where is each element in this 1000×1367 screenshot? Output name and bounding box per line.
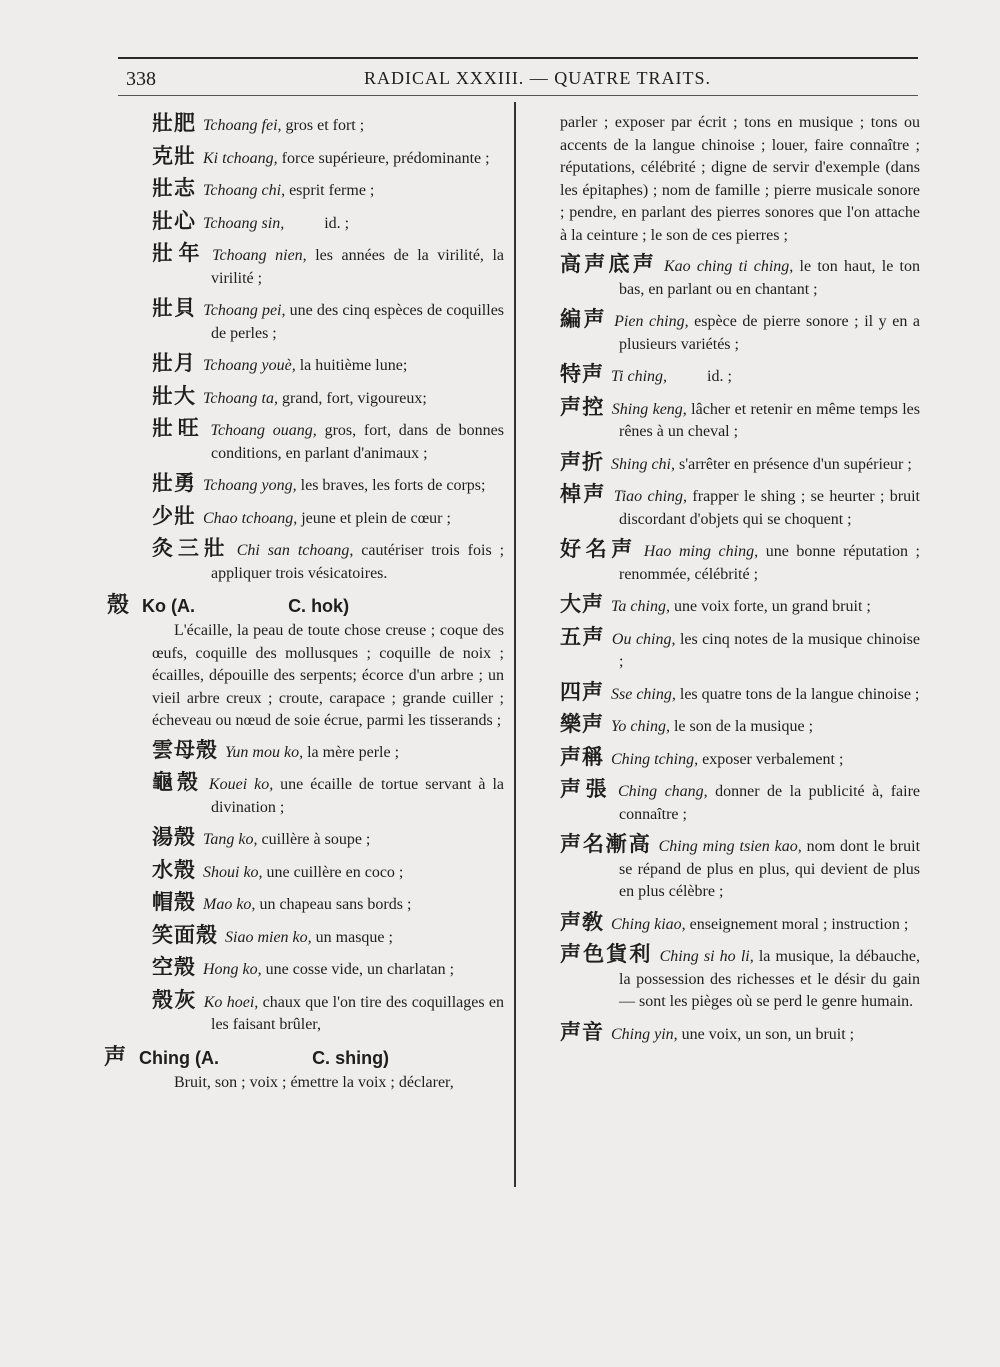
gloss: une bonne réputation ; renommée, célébrité ; xyxy=(619,543,924,583)
compound-entry xyxy=(152,956,504,982)
romanization: Ko hoei, xyxy=(203,993,259,1011)
romanization: Chi san tchoang, xyxy=(236,542,354,559)
headword-char: 殼 xyxy=(107,593,131,618)
romanization: Tchoang yong, xyxy=(203,477,297,494)
romanization: Hong ko, xyxy=(203,961,262,978)
gloss: cautériser trois fois ; appliquer trois vésicatoires. xyxy=(211,542,509,582)
compound-chars: 五声 xyxy=(560,624,605,649)
gloss: s'arrêter en présence d'un supérieur ; xyxy=(675,455,912,473)
romanization: Ching yin, xyxy=(611,1025,678,1043)
entry-heading-ching xyxy=(104,1044,504,1072)
compound-chars: 声張 xyxy=(560,777,611,801)
gloss: espèce de pierre sonore ; il y en a plusieurs variétés ; xyxy=(619,313,925,353)
gloss: une cosse vide, un charlatan ; xyxy=(261,961,455,978)
gloss: la mère perle ; xyxy=(303,743,400,761)
compound-chars: 雲母殼 xyxy=(152,737,218,762)
compound-entry xyxy=(152,241,509,290)
compound-chars: 湯殼 xyxy=(152,825,196,849)
romanization: Kao ching ti ching, xyxy=(663,258,794,275)
compound-entry xyxy=(560,363,920,389)
gloss: nom dont le bruit se répand de plus en plus, qui devient de plus en plus célèbre ; xyxy=(619,838,925,900)
gloss: frapper le shing ; se heurter ; bruit discordant d'objets qui se choquent ; xyxy=(619,488,924,528)
definition-ching-start: Bruit, son ; voix ; émettre la voix ; déclarer, xyxy=(174,1073,454,1091)
compound-chars: 空殼 xyxy=(152,955,196,979)
compound-chars: 壯肥 xyxy=(152,111,196,135)
running-title: RADICAL XXXIII. — QUATRE TRAITS. xyxy=(364,68,711,88)
compound-chars: 壯志 xyxy=(152,176,196,200)
compound-entry xyxy=(152,145,504,171)
romanization: Chao tchoang, xyxy=(203,509,298,527)
compound-entry xyxy=(560,777,925,826)
romanization: Ki tchoang, xyxy=(203,149,278,167)
compound-entry xyxy=(560,681,920,707)
gloss: une des cinq espèces de coquilles de perles ; xyxy=(211,302,509,342)
compound-entry xyxy=(560,911,920,937)
compound-entry xyxy=(152,859,504,885)
compound-entry xyxy=(152,826,504,852)
left-column xyxy=(104,111,509,1100)
gloss: id. ; xyxy=(667,368,732,385)
compound-chars: 高声底声 xyxy=(560,252,657,276)
gloss: gros et fort ; xyxy=(281,117,365,134)
compound-chars: 帽殼 xyxy=(152,890,196,914)
compound-entry xyxy=(560,624,924,674)
compound-entry xyxy=(560,832,925,904)
compound-chars: 壯年 xyxy=(152,241,206,265)
romanization: Tchoang chi, xyxy=(203,182,286,199)
romanization: Tchoang fei, xyxy=(203,117,282,134)
compound-entry xyxy=(152,536,509,585)
gloss: les années de la virilité, la virilité ; xyxy=(211,247,509,287)
gloss: jeune et plein de cœur ; xyxy=(297,509,451,527)
compound-chars: 好名声 xyxy=(560,537,637,561)
compound-chars: 壯大 xyxy=(152,383,196,408)
compound-entry xyxy=(152,891,504,917)
compound-entry xyxy=(152,112,504,138)
compound-entry xyxy=(152,416,509,465)
romanization: Yo ching, xyxy=(611,718,670,735)
romanization: Ching si ho li, xyxy=(659,948,754,965)
pronunciation-c: C. hok) xyxy=(288,596,350,616)
compound-entry xyxy=(152,924,504,950)
compound-chars: 灸三壯 xyxy=(152,536,230,560)
gloss: cuillère à soupe ; xyxy=(257,831,371,848)
compound-chars: 声名漸高 xyxy=(560,832,652,856)
romanization: Tchoang ouang, xyxy=(210,422,317,439)
compound-chars: 編声 xyxy=(560,307,608,331)
compound-chars: 声音 xyxy=(560,1019,604,1044)
romanization: Ta ching, xyxy=(611,598,670,615)
gloss: exposer verbalement ; xyxy=(698,750,844,768)
romanization: Ching tching, xyxy=(611,750,699,768)
page-header xyxy=(118,64,918,94)
entry-heading-ko xyxy=(107,592,504,620)
compound-entry xyxy=(152,385,504,411)
compound-entry xyxy=(152,472,504,498)
gloss: les cinq notes de la musique chinoise ; xyxy=(619,630,924,670)
gloss: donner de la publicité à, faire connaître ; xyxy=(619,783,925,823)
compound-entry xyxy=(560,1021,920,1047)
compound-entry xyxy=(152,210,504,236)
gloss: la musique, la débauche, la possession des richesses et le désir du gain — sont les pièges où se perd le genre humain. xyxy=(619,948,925,1010)
compound-entry xyxy=(560,307,925,356)
gloss: enseignement moral ; instruction ; xyxy=(685,915,909,933)
compound-chars: 壯旺 xyxy=(152,416,204,440)
gloss: la huitième lune; xyxy=(295,357,408,374)
gloss: une voix, un son, un bruit ; xyxy=(677,1025,855,1043)
pronunciation-a: (A. xyxy=(171,596,196,616)
compound-entry xyxy=(560,394,925,444)
romanization: Yun mou ko, xyxy=(225,743,304,761)
compound-chars: 壯勇 xyxy=(152,471,196,495)
romanization: Tchoang sin, xyxy=(203,214,285,232)
compound-chars: 声稱 xyxy=(560,744,604,769)
compound-list-a xyxy=(152,111,509,585)
headword: Ching xyxy=(139,1047,191,1068)
romanization: Tchoang youè, xyxy=(203,357,296,374)
romanization: Pien ching, xyxy=(614,313,689,330)
compound-chars: 声控 xyxy=(560,394,605,419)
compound-chars: 殼灰 xyxy=(152,987,197,1012)
compound-entry xyxy=(152,505,504,531)
romanization: Shing keng, xyxy=(611,400,687,418)
compound-entry xyxy=(560,593,920,619)
romanization: Ching ming tsien kao, xyxy=(658,838,802,855)
compound-chars: 大声 xyxy=(560,592,604,616)
column-divider xyxy=(514,102,516,1187)
romanization: Ti ching, xyxy=(611,368,668,385)
compound-list-b xyxy=(152,737,509,1037)
romanization: Ou ching, xyxy=(611,630,676,648)
gloss: les braves, les forts de corps; xyxy=(296,477,486,494)
compound-chars: 樂声 xyxy=(560,712,604,736)
romanization: Tiao ching, xyxy=(613,488,688,505)
gloss: esprit ferme ; xyxy=(285,182,375,199)
romanization: Shoui ko, xyxy=(203,863,263,881)
gloss: un chapeau sans bords ; xyxy=(255,896,412,913)
compound-entry xyxy=(152,987,509,1037)
headword-char: 声 xyxy=(104,1044,128,1070)
compound-chars: 壯貝 xyxy=(152,296,197,320)
compound-entry xyxy=(560,713,920,739)
romanization: Ching chang, xyxy=(617,783,708,800)
romanization: Tang ko, xyxy=(203,831,258,848)
compound-chars: 克壯 xyxy=(152,143,196,168)
gloss: grand, fort, vigoureux; xyxy=(277,389,427,407)
top-rule xyxy=(118,57,918,59)
gloss: chaux que l'on tire des coquillages en les faisant brûler, xyxy=(211,993,509,1033)
compound-chars: 声折 xyxy=(560,449,604,474)
compound-entry xyxy=(152,739,504,765)
compound-chars: 棹声 xyxy=(560,482,607,506)
compound-entry xyxy=(560,451,920,477)
compound-entry xyxy=(560,252,924,301)
compound-chars: 水殼 xyxy=(152,857,196,882)
compound-chars: 壯心 xyxy=(152,208,196,233)
gloss: le son de la musique ; xyxy=(669,718,814,735)
gloss: id. ; xyxy=(284,214,350,232)
compound-chars: 壯月 xyxy=(152,351,196,375)
gloss: gros, fort, dans de bonnes conditions, en parlant d'animaux ; xyxy=(211,422,509,462)
pronunciation-a: (A. xyxy=(195,1047,220,1068)
gloss: une cuillère en coco ; xyxy=(262,863,404,881)
pronunciation-c: C. shing) xyxy=(312,1047,390,1068)
gloss: une voix forte, un grand bruit ; xyxy=(669,598,871,615)
gloss: le ton haut, le ton bas, en parlant ou en chantant ; xyxy=(619,258,924,298)
compound-entry xyxy=(560,942,925,1014)
romanization: Tchoang nien, xyxy=(212,247,307,264)
compound-chars: 声色貨利 xyxy=(560,942,653,966)
compound-chars: 特声 xyxy=(560,362,604,386)
gloss: une écaille de tortue servant à la divination ; xyxy=(211,776,509,816)
compound-chars: 四声 xyxy=(560,679,604,704)
compound-entry xyxy=(152,296,509,345)
romanization: Sse ching, xyxy=(611,685,676,703)
compound-entry xyxy=(560,746,920,772)
gloss: lâcher et retenir en même temps les rênes à un cheval ; xyxy=(619,400,925,440)
romanization: Siao mien ko, xyxy=(225,928,312,946)
compound-entry xyxy=(152,177,504,203)
romanization: Kouei ko, xyxy=(208,776,274,793)
romanization: Ching kiao, xyxy=(611,915,686,933)
header-rule xyxy=(118,95,918,96)
page-number: 338 xyxy=(126,68,156,90)
gloss: les quatre tons de la langue chinoise ; xyxy=(675,685,920,703)
gloss: force supérieure, prédominante ; xyxy=(277,149,490,167)
compound-entry xyxy=(152,352,504,378)
romanization: Hao ming ching, xyxy=(643,543,759,560)
compound-entry xyxy=(560,482,924,531)
headword: Ko xyxy=(142,596,167,616)
compound-chars: 声敎 xyxy=(560,909,604,934)
compound-chars: 龜殼 xyxy=(152,770,202,794)
compound-chars: 笑面殼 xyxy=(152,922,218,947)
compound-list-c xyxy=(560,252,925,1046)
gloss: un masque ; xyxy=(311,928,393,946)
compound-chars: 少壯 xyxy=(152,503,196,528)
right-column xyxy=(560,112,925,1053)
romanization: Shing chi, xyxy=(611,455,675,473)
romanization: Tchoang pei, xyxy=(203,302,286,319)
definition-ko: L'écaille, la peau de toute chose creuse ; coque des œufs, coquille des mollusques ; coquille de noix ; écailles, dépouille des serpents; écorce d'un arbre ; un vieil arbre creux ; croute, carapace ; grande cuiller ; écheveau ou nœud de soie écrue, parmi les tisserands ; xyxy=(152,622,504,729)
compound-entry xyxy=(560,537,924,586)
romanization: Mao ko, xyxy=(203,896,256,913)
definition-ching-cont: parler ; exposer par écrit ; tons en musique ; tons ou accents de la langue chinoise ; louer, faire connaître ; réputations, célébrité ; digne de servir d'exemple (dans les épitaphes) ; nom de famille ; pierre musicale sonore ; pendre, en parlant des pierres sonores que l'on attache à la ceinture ; le son de ces pierres ; xyxy=(560,114,920,244)
romanization: Tchoang ta, xyxy=(203,389,278,407)
compound-entry xyxy=(152,770,509,819)
